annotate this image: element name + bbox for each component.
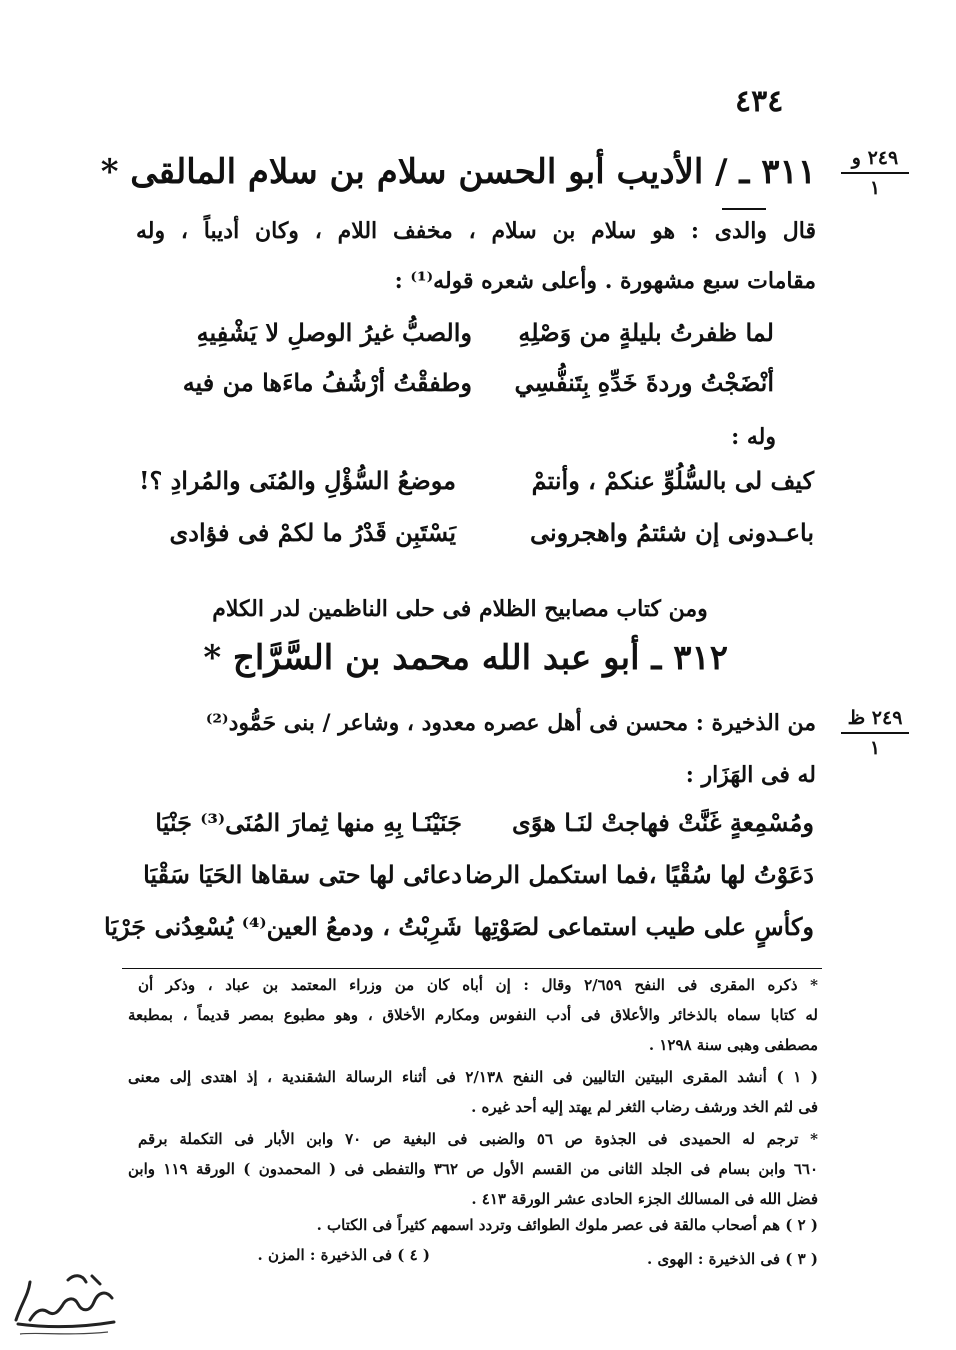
verse-second-hemistich: والصبُّ غيرُ الوصلِ لا يَشْفِيهِ [196,318,472,347]
margin-note-rule [841,732,909,734]
verse-first-hemistich: دَعَوْتُ لها سُقْيًا ،فما استكمل الرضا [465,860,814,889]
verse-second-hemistich: جَنَيْنَـا بِهِ منها ثِمارَ المُنَى⁽³⁾ جَنْيَا [155,808,462,837]
margin-note-top: ٢٤٩ ظ [847,707,903,729]
margin-note-folio-249r [835,146,915,200]
verse-second-hemistich: موضعُ السُّؤْلِ والمُنَى والمُرادِ ؟! [138,466,456,495]
heading-underline [722,208,766,210]
entry-312-line-2: له فى الهَزَار : [685,762,816,788]
footnote-line: له كتابا سماه بالذخائر والأعلاق فى أدب النفوس ومكارم الأخلاق ، وهو مطبوع بمصر قديماً ، بمطبعة [128,1006,818,1024]
margin-note-bottom: ١ [869,177,881,199]
footnote-line: ٦٦٠ وابن بسام فى الجلد الثانى من القسم الأول ص ٣٦٢ والتفطى فى ( المحمدون ) الورقة ١١٩ وابن [128,1160,818,1178]
verse-first-hemistich: ومُسْمِعةٍ غَنَّتْ فهاجتْ لنَـا هوًى [512,808,814,837]
margin-note-rule [841,172,909,174]
entry-311-line-1: قال والدى : هو سلام بن سلام ، مخفف اللام ، وكان أديباً ، وله [136,218,816,244]
library-stamp-icon [8,1262,124,1340]
footnote-line: ( ٤ ) فى الذخيرة : المزن . [257,1246,430,1264]
footnote-line: ( ٣ ) فى الذخيرة : الهوى . [647,1250,818,1268]
verse-first-hemistich: باعـدونى إن شئتمُ واهجرونى [529,518,814,547]
verse-first-hemistich: لما ظفرتُ بليلةٍ من وَصْلِهِ [518,318,774,347]
footnote-line: فى لثم الخد ورشف رضاب الثغر لم يهتد إليه أحد غيره . [471,1098,818,1116]
entry-312-heading: ٣١٢ ـ أبو عبد الله محمد بن السَّرَّاج * [203,638,728,678]
margin-note-folio-249v [835,706,915,760]
margin-note-top: ٢٤٩ و [851,147,899,169]
entry-311-heading: ٣١١ ـ / الأديب أبو الحسن سلام بن سلام المالقى * [100,152,816,192]
margin-note-bottom: ١ [869,737,881,759]
verse-second-hemistich: دعائى لها حتى سقاها الحَيَا سَقْيَا [143,860,462,889]
verse-second-hemistich: شَرِبْتُ ، ودمعُ العين⁽⁴⁾ يُسْعِدُنى جَرْيَا [104,912,462,941]
footnote-line: ( ١ ) أنشد المقرى البيتين التاليين فى النفح ٢/١٣٨ فى أثناء الرسالة الشقندية ، إذ اهتدى إلى معنى [128,1068,818,1086]
entry-311-line-2: مقامات سبع مشهورة . وأعلى شعره قوله⁽¹⁾ : [394,268,816,294]
page-number: ٤٣٤ [735,84,784,119]
footnote-line: مصطفى وهبى سنة ١٢٩٨ . [648,1036,818,1054]
verse-first-hemistich: أنْضَجْتُ وردةَ خَدِّهِ بِتَنفُّسِي [514,368,774,397]
footnote-line: ( ٢ ) هم أصحاب مالقة فى عصر ملوك الطوائف وتردد اسمهم كثيراً فى الكتاب . [316,1216,818,1234]
footnote-line: * ذكره المقرى فى النفح ٢/٦٥٩ وقال : إن أباه كان من وزراء المعتمد بن عباد ، وذكر أن [138,976,818,994]
entry-312-line-1: من الذخيرة : محسن فى أهل عصره معدود ، وشاعر / بنى حَمُّود⁽²⁾ [205,710,816,736]
footnote-separator [122,968,822,969]
verse-second-hemistich: وطفقْتُ أرْشُفُ ماءَها من فيه [182,368,472,397]
verse-first-hemistich: وكأسٍ على طيب استماعى لصَوْتِها [473,912,814,941]
footnote-line: * ترجم له الحميدى فى الجذوة ص ٥٦ والضبى فى البغية ص ٧٠ وابن الأبار فى التكملة برقم [138,1130,819,1148]
verse-second-hemistich: يَسْتَبِن قَدْرُ ما لكمْ فى فؤادى [169,518,456,547]
entry-311-intro-2: وله : [731,424,776,450]
footnote-line: فضل الله فى المسالك الجزء الحادى عشر الورقة ٤١٣ . [471,1190,818,1208]
source-book-title: ومن كتاب مصابيح الظلام فى حلى الناظمين لدر الكلام [212,596,708,622]
verse-first-hemistich: كيف لى بالسُّلُوِّ عنكمْ ، وأنتمْ [531,466,814,495]
